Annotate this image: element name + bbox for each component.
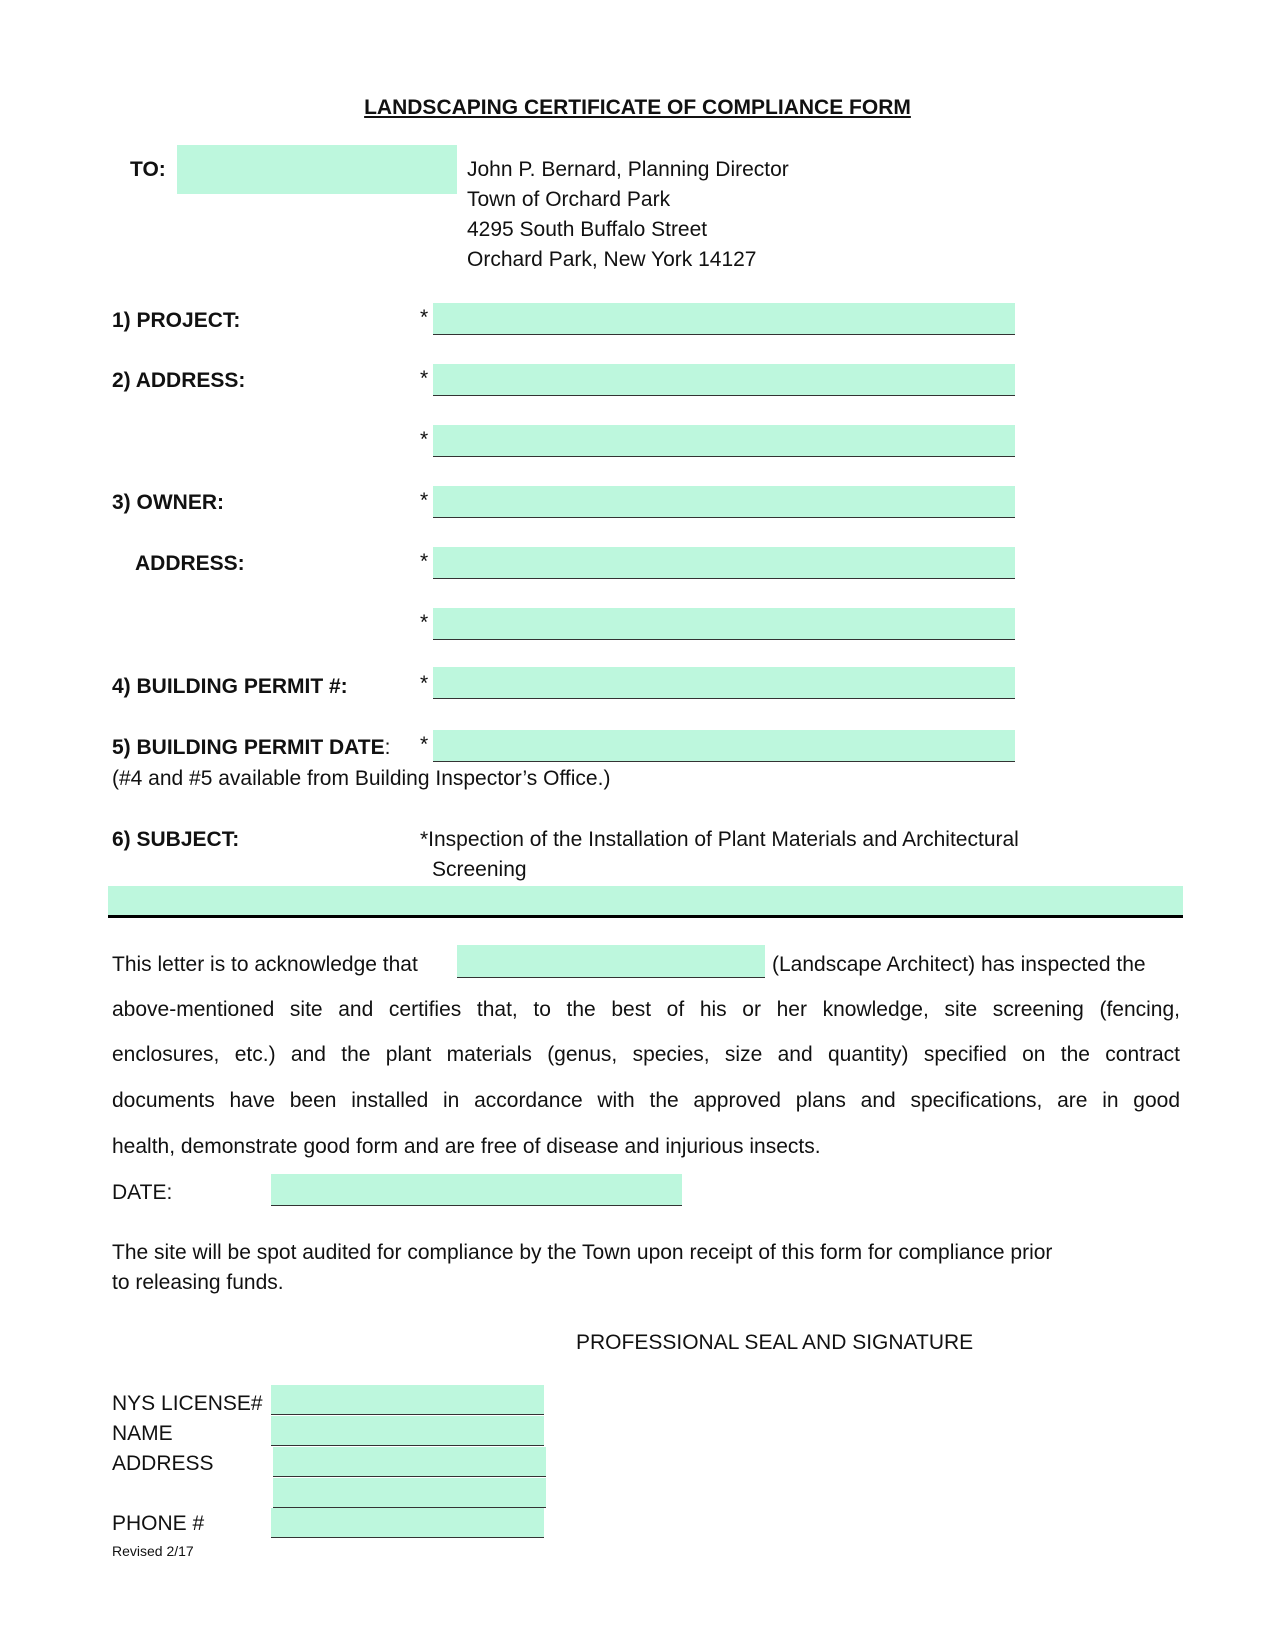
- required-mark: *: [420, 550, 429, 573]
- phone-input-field[interactable]: [271, 1508, 544, 1538]
- subject-fill-band[interactable]: [108, 886, 1183, 915]
- required-mark: *: [420, 367, 429, 390]
- required-mark: *: [420, 489, 429, 512]
- subject-label: 6) SUBJECT:: [112, 828, 240, 851]
- seal-address-label: ADDRESS: [112, 1452, 214, 1475]
- owner-address-label: ADDRESS:: [135, 552, 245, 575]
- audit-text-line-2: to releasing funds.: [112, 1271, 284, 1294]
- form-title: LANDSCAPING CERTIFICATE OF COMPLIANCE FORM: [364, 96, 911, 119]
- address-input-field-2[interactable]: [433, 425, 1015, 457]
- audit-text-line-1: The site will be spot audited for compliance by the Town upon receipt of this form for compliance prior: [112, 1241, 1053, 1264]
- required-mark: *: [420, 306, 429, 329]
- recipient-line-1: John P. Bernard, Planning Director: [467, 158, 789, 181]
- seal-heading: PROFESSIONAL SEAL AND SIGNATURE: [576, 1331, 974, 1354]
- revised-note: Revised 2/17: [112, 1543, 194, 1559]
- license-input-field[interactable]: [271, 1385, 544, 1415]
- name-label: NAME: [112, 1422, 173, 1445]
- address-input-field-1[interactable]: [433, 364, 1015, 396]
- owner-input-field[interactable]: [433, 486, 1015, 518]
- project-label: 1) PROJECT:: [112, 309, 241, 332]
- license-label: NYS LICENSE#: [112, 1392, 263, 1415]
- phone-label: PHONE #: [112, 1512, 205, 1535]
- project-input-field[interactable]: [433, 303, 1015, 335]
- permit-number-input-field[interactable]: [433, 667, 1015, 699]
- owner-label: 3) OWNER:: [112, 491, 224, 514]
- permit-date-label-text: 5) BUILDING PERMIT DATE: [112, 736, 385, 759]
- subject-text-line-2: Screening: [432, 858, 527, 881]
- date-label: DATE:: [112, 1181, 173, 1204]
- recipient-line-3: 4295 South Buffalo Street: [467, 218, 708, 241]
- to-input-field[interactable]: [177, 145, 457, 194]
- seal-address-input-field-1[interactable]: [273, 1447, 546, 1477]
- name-input-field[interactable]: [271, 1416, 544, 1446]
- address-label: 2) ADDRESS:: [112, 369, 246, 392]
- letter-line-3: enclosures, etc.) and the plant materials (genus, species, size and quantity) specified on the contract: [112, 1043, 1180, 1066]
- permit-date-colon: :: [384, 736, 391, 759]
- required-mark: *: [420, 733, 429, 756]
- required-mark: *: [420, 672, 429, 695]
- landscape-architect-input-field[interactable]: [457, 945, 765, 978]
- seal-address-input-field-2[interactable]: [273, 1478, 546, 1508]
- subject-text-line-1: *Inspection of the Installation of Plant Materials and Architectural: [420, 828, 1019, 851]
- permit-date-input-field[interactable]: [433, 730, 1015, 762]
- section-divider: [108, 915, 1183, 918]
- letter-line-4: documents have been installed in accordance with the approved plans and specifications, are in good: [112, 1089, 1180, 1112]
- permit-note: (#4 and #5 available from Building Inspector’s Office.): [112, 767, 611, 790]
- owner-address-input-field-1[interactable]: [433, 547, 1015, 579]
- letter-line-1-start: This letter is to acknowledge that: [112, 953, 418, 976]
- owner-address-input-field-2[interactable]: [433, 608, 1015, 640]
- to-label: TO:: [130, 158, 166, 181]
- required-mark: *: [420, 611, 429, 634]
- letter-line-5: health, demonstrate good form and are free of disease and injurious insects.: [112, 1135, 821, 1158]
- permit-date-label: [112, 736, 390, 760]
- letter-line-2: above-mentioned site and certifies that, to the best of his or her knowledge, site screening (fencing,: [112, 998, 1180, 1021]
- required-mark: *: [420, 428, 429, 451]
- date-input-field[interactable]: [271, 1174, 682, 1206]
- recipient-line-4: Orchard Park, New York 14127: [467, 248, 757, 271]
- permit-number-label: 4) BUILDING PERMIT #:: [112, 675, 348, 698]
- recipient-line-2: Town of Orchard Park: [467, 188, 671, 211]
- letter-line-1-end: (Landscape Architect) has inspected the: [772, 953, 1146, 976]
